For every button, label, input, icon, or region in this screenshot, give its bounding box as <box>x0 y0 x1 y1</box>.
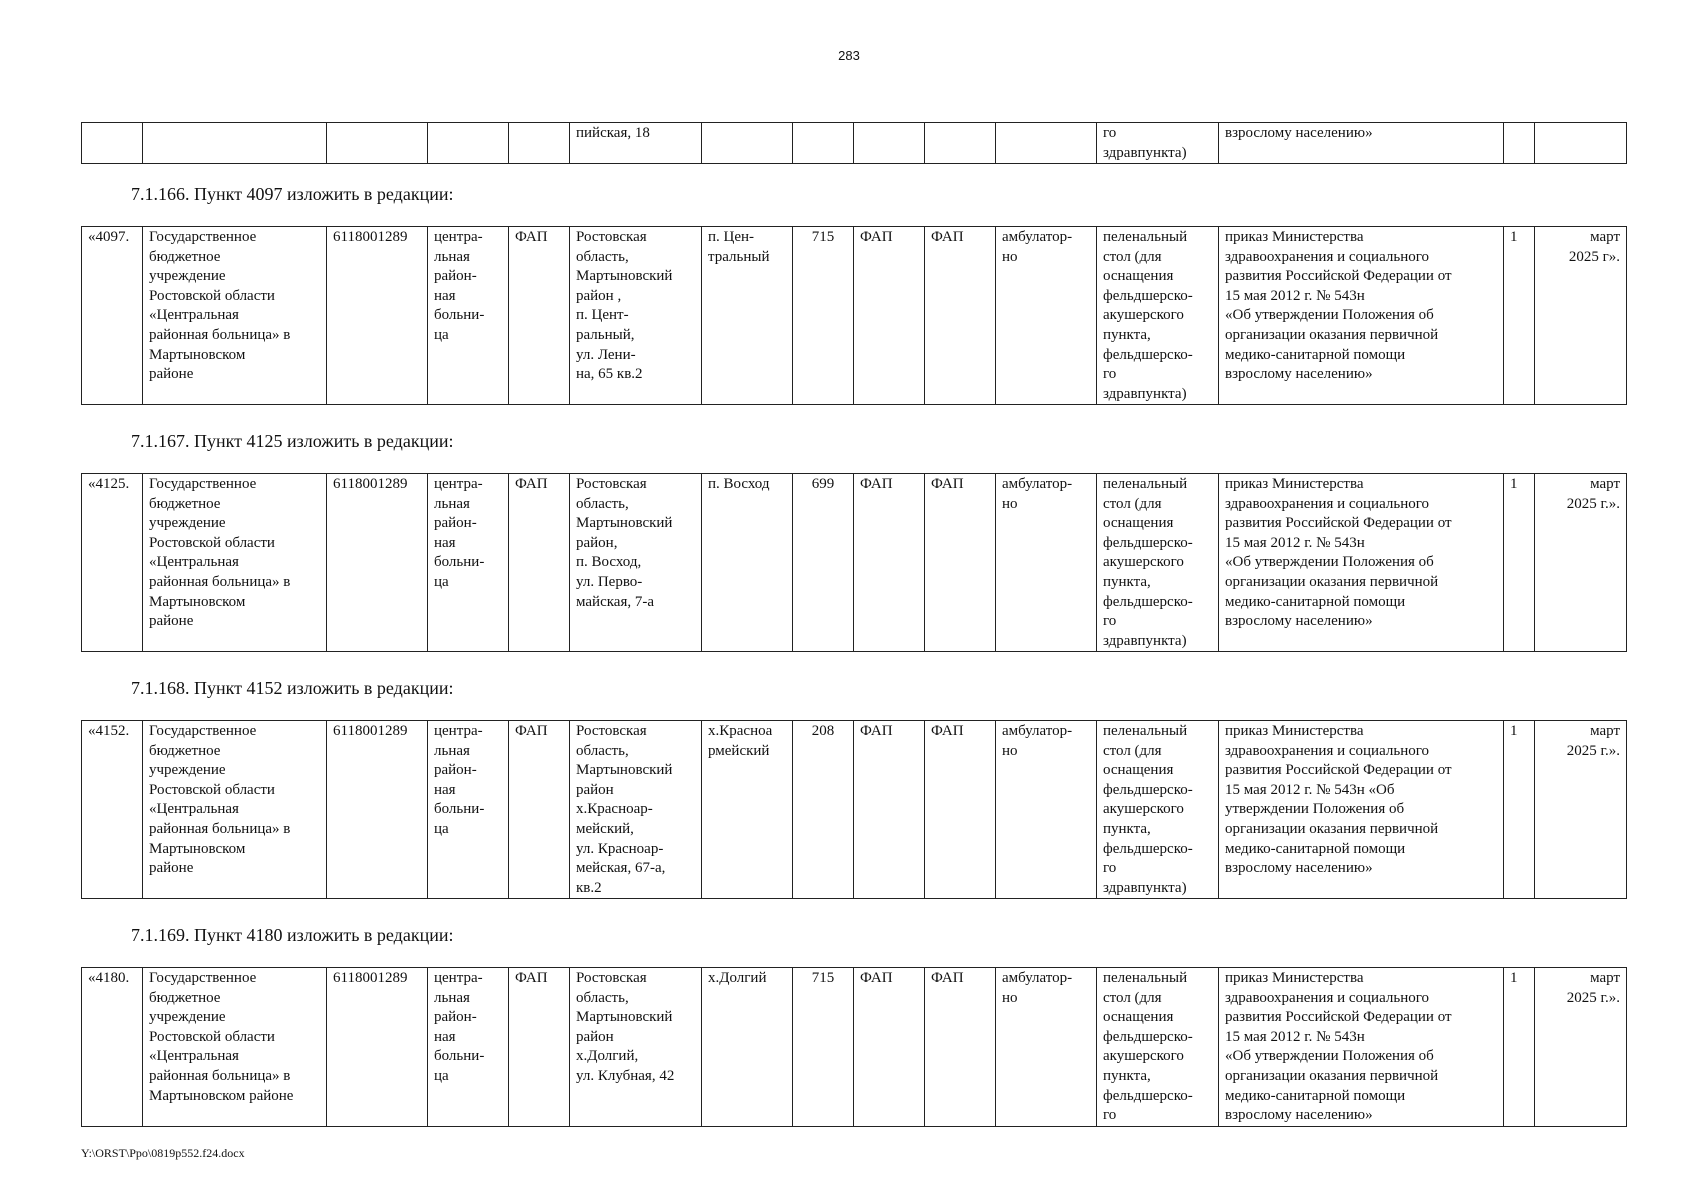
cell-unit1: ФАП <box>854 474 925 652</box>
cell-population: 715 <box>793 227 854 405</box>
cell-short: ФАП <box>509 721 570 899</box>
cell-order: приказ Министерства здравоохранения и социального развития Российской Федерации от 15 мая 2012 г. № 543н «Об утверждении Положения об организации оказания первичной медико-санитарной помощи взрослому населению» <box>1219 721 1504 899</box>
cell-settlement: х.Красноа рмейский <box>702 721 793 899</box>
cell-org: Государственное бюджетное учреждение Ростовской области «Центральная районная больница» в Мартыновском районе <box>143 474 327 652</box>
cell-population: 208 <box>793 721 854 899</box>
table-row <box>82 474 1627 652</box>
cell-unit2: ФАП <box>925 474 996 652</box>
cell-qty: 1 <box>1504 721 1535 899</box>
cell-qty <box>1504 123 1535 164</box>
cell-address: Ростовская область, Мартыновский район х.Долгий, ул. Клубная, 42 <box>570 968 702 1127</box>
cell-type: центра- льная район- ная больни- ца <box>428 721 509 899</box>
cell-date: март 2025 г». <box>1535 227 1627 405</box>
cell-short: ФАП <box>509 474 570 652</box>
cell-settlement: п. Восход <box>702 474 793 652</box>
cell-settlement <box>702 123 793 164</box>
cell-order: приказ Министерства здравоохранения и социального развития Российской Федерации от 15 мая 2012 г. № 543н «Об утверждении Положения об организации оказания первичной медико-санитарной помощи взрослому населению» <box>1219 968 1504 1127</box>
cell-type: центра- льная район- ная больни- ца <box>428 227 509 405</box>
section-table <box>81 226 1627 405</box>
cell-type: центра- льная район- ная больни- ца <box>428 474 509 652</box>
cell-population: 699 <box>793 474 854 652</box>
cell-mode: амбулатор- но <box>996 474 1097 652</box>
table-fragment <box>81 122 1627 164</box>
cell-type <box>428 123 509 164</box>
cell-equipment: пеленальный стол (для оснащения фельдшерско- акушерского пункта, фельдшерско- го <box>1097 968 1219 1127</box>
table-row <box>82 721 1627 899</box>
cell-equipment: пеленальный стол (для оснащения фельдшерско- акушерского пункта, фельдшерско- го здравпункта) <box>1097 474 1219 652</box>
table-row <box>82 227 1627 405</box>
cell-org: Государственное бюджетное учреждение Ростовской области «Центральная районная больница» в Мартыновском районе <box>143 968 327 1127</box>
cell-num: «4125. <box>82 474 143 652</box>
cell-org <box>143 123 327 164</box>
page-number: 283 <box>838 48 860 63</box>
section-heading: 7.1.168. Пункт 4152 изложить в редакции: <box>131 678 454 698</box>
cell-inn: 6118001289 <box>327 474 428 652</box>
cell-date: март 2025 г.». <box>1535 474 1627 652</box>
cell-qty: 1 <box>1504 474 1535 652</box>
cell-num <box>82 123 143 164</box>
cell-inn <box>327 123 428 164</box>
cell-mode: амбулатор- но <box>996 227 1097 405</box>
cell-settlement: х.Долгий <box>702 968 793 1127</box>
cell-address: Ростовская область, Мартыновский район х.Красноар- мейский, ул. Красноар- мейская, 67-а, кв.2 <box>570 721 702 899</box>
cell-mode: амбулатор- но <box>996 968 1097 1127</box>
cell-num: «4180. <box>82 968 143 1127</box>
cell-org: Государственное бюджетное учреждение Ростовской области «Центральная районная больница» в Мартыновском районе <box>143 227 327 405</box>
cell-unit1: ФАП <box>854 721 925 899</box>
cell-short: ФАП <box>509 968 570 1127</box>
cell-inn: 6118001289 <box>327 227 428 405</box>
cell-unit1 <box>854 123 925 164</box>
cell-address: Ростовская область, Мартыновский район , п. Цент- ральный, ул. Лени- на, 65 кв.2 <box>570 227 702 405</box>
section-table <box>81 967 1627 1127</box>
cell-date <box>1535 123 1627 164</box>
table-row <box>82 123 1627 164</box>
cell-num: «4152. <box>82 721 143 899</box>
cell-unit1: ФАП <box>854 227 925 405</box>
footer-file-path: Y:\ORST\Ppo\0819p552.f24.docx <box>81 1146 245 1160</box>
cell-unit2: ФАП <box>925 721 996 899</box>
cell-order: взрослому населению» <box>1219 123 1504 164</box>
cell-mode <box>996 123 1097 164</box>
cell-inn: 6118001289 <box>327 721 428 899</box>
cell-unit2: ФАП <box>925 968 996 1127</box>
cell-type: центра- льная район- ная больни- ца <box>428 968 509 1127</box>
cell-mode: амбулатор- но <box>996 721 1097 899</box>
cell-address: пийская, 18 <box>570 123 702 164</box>
cell-short: ФАП <box>509 227 570 405</box>
cell-address: Ростовская область, Мартыновский район, п. Восход, ул. Перво- майская, 7-а <box>570 474 702 652</box>
cell-unit2: ФАП <box>925 227 996 405</box>
section-heading: 7.1.169. Пункт 4180 изложить в редакции: <box>131 925 454 945</box>
cell-unit2 <box>925 123 996 164</box>
cell-unit1: ФАП <box>854 968 925 1127</box>
cell-equipment: пеленальный стол (для оснащения фельдшерско- акушерского пункта, фельдшерско- го здравпункта) <box>1097 721 1219 899</box>
cell-order: приказ Министерства здравоохранения и социального развития Российской Федерации от 15 мая 2012 г. № 543н «Об утверждении Положения об организации оказания первичной медико-санитарной помощи взрослому населению» <box>1219 474 1504 652</box>
cell-short <box>509 123 570 164</box>
cell-order: приказ Министерства здравоохранения и социального развития Российской Федерации от 15 мая 2012 г. № 543н «Об утверждении Положения об организации оказания первичной медико-санитарной помощи взрослому населению» <box>1219 227 1504 405</box>
section-heading: 7.1.166. Пункт 4097 изложить в редакции: <box>131 184 454 204</box>
section-table <box>81 473 1627 652</box>
cell-population: 715 <box>793 968 854 1127</box>
section-heading: 7.1.167. Пункт 4125 изложить в редакции: <box>131 431 454 451</box>
cell-settlement: п. Цен- тральный <box>702 227 793 405</box>
cell-org: Государственное бюджетное учреждение Ростовской области «Центральная районная больница» в Мартыновском районе <box>143 721 327 899</box>
cell-qty: 1 <box>1504 227 1535 405</box>
cell-num: «4097. <box>82 227 143 405</box>
cell-qty: 1 <box>1504 968 1535 1127</box>
table-row <box>82 968 1627 1127</box>
cell-date: март 2025 г.». <box>1535 721 1627 899</box>
cell-equipment: пеленальный стол (для оснащения фельдшерско- акушерского пункта, фельдшерско- го здравпункта) <box>1097 227 1219 405</box>
cell-equipment: го здравпункта) <box>1097 123 1219 164</box>
cell-date: март 2025 г.». <box>1535 968 1627 1127</box>
cell-inn: 6118001289 <box>327 968 428 1127</box>
cell-population <box>793 123 854 164</box>
section-table <box>81 720 1627 899</box>
